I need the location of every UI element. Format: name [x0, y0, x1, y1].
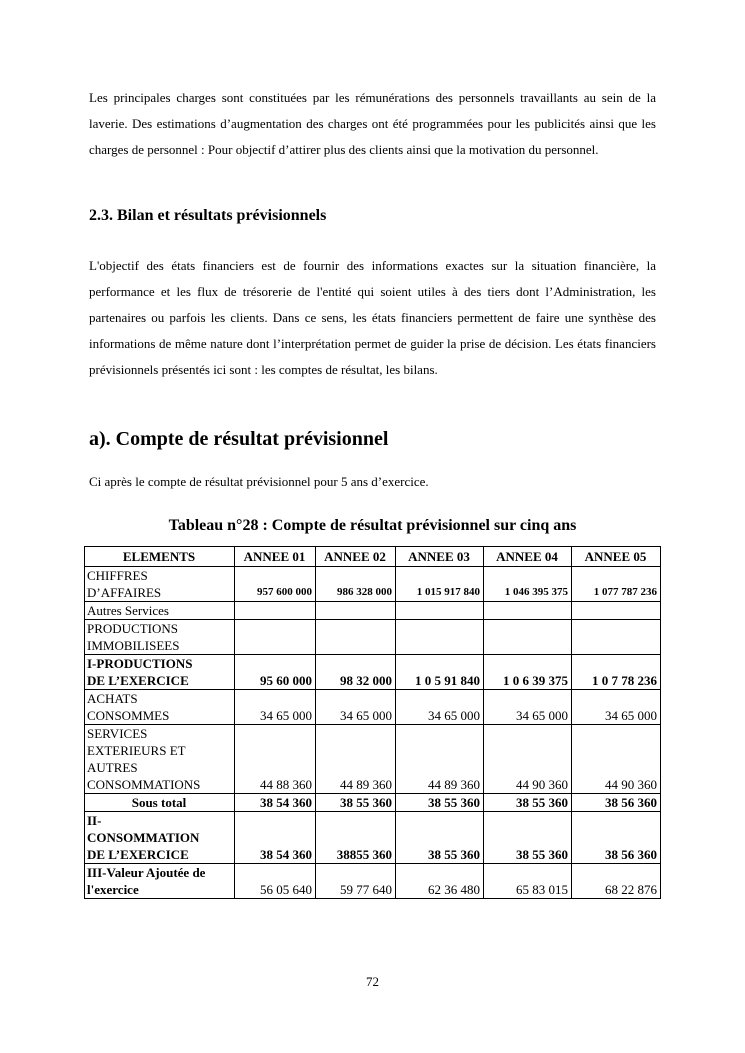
row-label [85, 864, 235, 899]
table-cell: 34 65 000 [484, 690, 572, 725]
table-cell: 1 0 6 39 375 [484, 655, 572, 690]
table-cell: 34 65 000 [316, 690, 396, 725]
label-line: I-PRODUCTIONS [87, 656, 193, 671]
label-line: CONSOMMATION [87, 830, 200, 845]
table-cell [396, 620, 484, 655]
row-label [85, 812, 235, 864]
table-caption: Tableau n°28 : Compte de résultat prévisionnel sur cinq ans [168, 517, 577, 534]
table-cell: 38 55 360 [316, 794, 396, 812]
table-cell: 44 88 360 [235, 725, 316, 794]
row-label [85, 567, 235, 602]
row-label [85, 690, 235, 725]
label-line: SERVICES [87, 726, 148, 741]
table-row-chiffres-affaires [85, 567, 661, 602]
table-cell: 38 54 360 [235, 812, 316, 864]
table-cell: 38 55 360 [396, 794, 484, 812]
table-cell: 59 77 640 [316, 864, 396, 899]
table-cell [396, 602, 484, 620]
table-row-sous-total [85, 794, 661, 812]
table-cell [316, 620, 396, 655]
row-label [85, 794, 235, 812]
label-line: AUTRES [87, 760, 138, 775]
subsection-paragraph: Ci après le compte de résultat prévisionnel pour 5 ans d’exercice. [89, 474, 429, 489]
row-label [85, 655, 235, 690]
label-line: CONSOMMES [87, 708, 170, 723]
table-cell [572, 620, 661, 655]
header-year-2: ANNEE 02 [316, 547, 396, 567]
row-label [85, 725, 235, 794]
label-line: ACHATS [87, 691, 138, 706]
table-cell [316, 602, 396, 620]
table-cell: 65 83 015 [484, 864, 572, 899]
header-year-4: ANNEE 04 [484, 547, 572, 567]
table-cell: 44 90 360 [572, 725, 661, 794]
header-year-1: ANNEE 01 [235, 547, 316, 567]
header-year-3: ANNEE 03 [396, 547, 484, 567]
subsection-heading: a). Compte de résultat prévisionnel [89, 428, 389, 450]
table-cell [484, 602, 572, 620]
table-row-autres-services [85, 602, 661, 620]
row-label [85, 602, 235, 620]
table-cell: 38 55 360 [484, 794, 572, 812]
table-row-achats-consommes [85, 690, 661, 725]
header-elements: ELEMENTS [85, 547, 235, 567]
table-cell: 34 65 000 [235, 690, 316, 725]
table-cell [235, 620, 316, 655]
label-line: PRODUCTIONS [87, 621, 179, 636]
table-cell: 56 05 640 [235, 864, 316, 899]
section-heading: 2.3. Bilan et résultats prévisionnels [89, 207, 327, 224]
table-cell: 1 0 5 91 840 [396, 655, 484, 690]
table-cell: 38 56 360 [572, 794, 661, 812]
table-cell: 34 65 000 [396, 690, 484, 725]
label-line: Autres Services [87, 603, 169, 618]
table-cell: 98 32 000 [316, 655, 396, 690]
row-label [85, 620, 235, 655]
label-line: Sous total [131, 795, 187, 810]
table-cell: 1 015 917 840 [396, 567, 484, 602]
table-cell: 62 36 480 [396, 864, 484, 899]
table-cell: 986 328 000 [316, 567, 396, 602]
label-line: II- [87, 813, 102, 828]
table-cell: 44 90 360 [484, 725, 572, 794]
label-line: DE L’EXERCICE [87, 673, 189, 688]
table-cell: 38 54 360 [235, 794, 316, 812]
label-line: EXTERIEURS ET [87, 743, 186, 758]
table-cell: 957 600 000 [235, 567, 316, 602]
table-cell: 38855 360 [316, 812, 396, 864]
table-row-consommation-exercice [85, 812, 661, 864]
income-statement-table [84, 546, 661, 899]
table-cell: 1 046 395 375 [484, 567, 572, 602]
table-row-valeur-ajoutee [85, 864, 661, 899]
table-cell [572, 602, 661, 620]
table-cell: 44 89 360 [396, 725, 484, 794]
table-cell: 1 0 7 78 236 [572, 655, 661, 690]
table-cell: 38 55 360 [484, 812, 572, 864]
header-year-5: ANNEE 05 [572, 547, 661, 567]
table-cell: 38 56 360 [572, 812, 661, 864]
table-cell [235, 602, 316, 620]
table-cell: 44 89 360 [316, 725, 396, 794]
label-line: CHIFFRES [87, 568, 148, 583]
intro-paragraph: Les principales charges sont constituées par les rémunérations des personnels travaillants au sein de la laverie. Des estimations d’augmentation des charges ont été programmées pour les publicités ainsi que les charges de personnel : Pour objectif d’attirer plus des clients ainsi que la motivation du personnel. [89, 90, 656, 157]
table-header-row [85, 547, 661, 567]
label-line: D’AFFAIRES [87, 585, 162, 600]
table-cell: 1 077 787 236 [572, 567, 661, 602]
table-row-productions-exercice [85, 655, 661, 690]
section-paragraph: L'objectif des états financiers est de fournir des informations exactes sur la situation financière, la performance et les flux de trésorerie de l'entité qui soient utiles à des tiers dont l’Administration, les partenaires ou parfois les clients. Dans ce sens, les états financiers permettent de faire une synthèse des informations de même nature dont l’interprétation permet de guider la prise de décision. Les états financiers prévisionnels présentés ici sont : les comptes de résultat, les bilans. [89, 258, 656, 377]
table-cell: 38 55 360 [396, 812, 484, 864]
label-line: CONSOMMATIONS [87, 777, 201, 792]
table-cell: 34 65 000 [572, 690, 661, 725]
label-line: III-Valeur Ajoutée de [87, 865, 206, 880]
table-row-services-exterieurs [85, 725, 661, 794]
table-cell: 95 60 000 [235, 655, 316, 690]
label-line: IMMOBILISEES [87, 638, 180, 653]
label-line: DE L’EXERCICE [87, 847, 189, 862]
label-line: l'exercice [87, 882, 139, 897]
table-cell: 68 22 876 [572, 864, 661, 899]
table-cell [484, 620, 572, 655]
table-row-productions-immobilisees [85, 620, 661, 655]
page-number: 72 [366, 974, 379, 989]
